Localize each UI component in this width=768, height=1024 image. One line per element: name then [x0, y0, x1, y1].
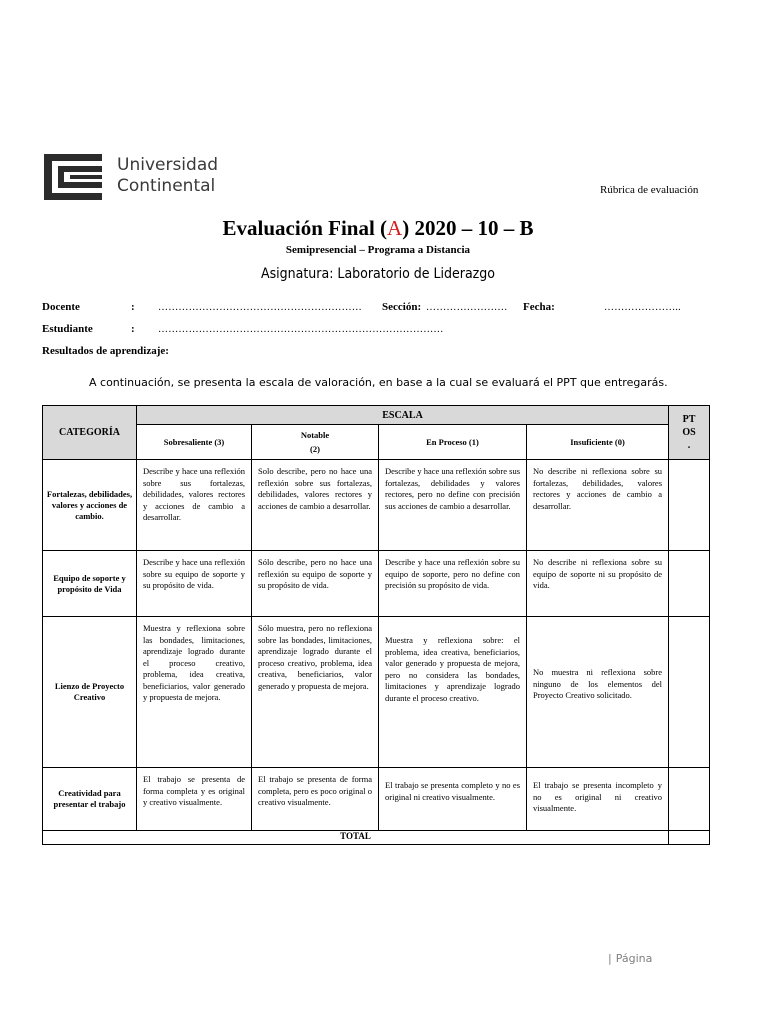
- total-row: [43, 831, 710, 845]
- descriptor-cell: No muestra ni reflexiona sobre ninguno de los elementos del Proyecto Creativo solicitado.: [527, 617, 669, 768]
- descriptor-cell: El trabajo se presenta de forma completa y es original y creativo visualmente.: [137, 768, 252, 831]
- fecha-field[interactable]: …………………..: [604, 302, 681, 313]
- title-prefix: Evaluación Final (: [222, 216, 388, 240]
- fecha-label: Fecha:: [523, 301, 555, 313]
- descriptor-cell: Describe y hace una reflexión sobre sus fortalezas, debilidades, valores rectores y acciones de cambio a desarrollar.: [137, 460, 252, 551]
- puntos-line1: PT: [682, 414, 696, 425]
- estudiante-colon: :: [131, 323, 135, 335]
- escala-header: ESCALA: [137, 406, 669, 425]
- table-row: [43, 768, 710, 831]
- puntos-line2: OS: [682, 427, 696, 438]
- intro-text: A continuación, se presenta la escala de valoración, en base a la cual se evaluará el PPT que entregarás.: [89, 376, 668, 389]
- page-footer: [608, 952, 652, 965]
- descriptor-cell: No describe ni reflexiona sobre su equipo de soporte ni su propósito de vida.: [527, 551, 669, 617]
- seccion-field[interactable]: ……………………: [426, 302, 508, 313]
- category-cell: Equipo de soporte y propósito de Vida: [43, 551, 137, 617]
- resultados-label: Resultados de aprendizaje:: [42, 345, 169, 357]
- title-suffix: ) 2020 – 10 – B: [402, 216, 534, 240]
- title-letter: A: [387, 216, 403, 240]
- docente-label: Docente: [42, 301, 80, 313]
- descriptor-cell: Describe y hace una reflexión sobre su equipo de soporte, pero no define con precisión su propósito de vida.: [379, 551, 527, 617]
- logo-line1: Universidad: [117, 155, 219, 175]
- total-label: TOTAL: [43, 831, 669, 845]
- score-cell[interactable]: [669, 768, 710, 831]
- page-title: [0, 216, 756, 241]
- seccion-label: Sección:: [382, 301, 422, 313]
- category-cell: Creatividad para presentar el trabajo: [43, 768, 137, 831]
- total-score-cell[interactable]: [669, 831, 710, 845]
- docente-colon: :: [131, 301, 135, 313]
- descriptor-cell: Describe y hace una reflexión sobre sus fortalezas, debilidades y valores rectores, pero no define con precisión sus acciones de cambio a desarrollar.: [379, 460, 527, 551]
- descriptor-cell: El trabajo se presenta incompleto y no es original ni creativo visualmente.: [527, 768, 669, 831]
- logo-text: [117, 155, 218, 197]
- descriptor-cell: Muestra y reflexiona sobre las bondades, limitaciones, aprendizaje logrado durante el proceso creativo, problema, idea creativa, beneficiarios, valor generado y propuesta de mejora.: [137, 617, 252, 768]
- course-name: Asignatura: Laboratorio de Liderazgo: [261, 266, 495, 282]
- descriptor-cell: El trabajo se presenta completo y no es original ni creativo visualmente.: [379, 768, 527, 831]
- score-cell[interactable]: [669, 617, 710, 768]
- level-en-proceso: En Proceso (1): [379, 425, 527, 460]
- university-logo: [40, 150, 220, 204]
- table-row: [43, 551, 710, 617]
- rubric-table: [42, 405, 710, 845]
- category-cell: Lienzo de Proyecto Creativo: [43, 617, 137, 768]
- table-row: [43, 617, 710, 768]
- level-insuficiente: Insuficiente (0): [527, 425, 669, 460]
- descriptor-cell: Sólo describe, pero no hace una reflexión su equipo de soporte y su propósito de vida.: [252, 551, 379, 617]
- descriptor-cell: El trabajo se presenta de forma completa, pero es poco original o creativo visualmente.: [252, 768, 379, 831]
- puntos-header: [669, 406, 710, 460]
- descriptor-cell: No describe ni reflexiona sobre su fortalezas, debilidades, valores rectores y acciones de cambio a desarrollar.: [527, 460, 669, 551]
- logo-line2: Continental: [117, 176, 216, 196]
- estudiante-label: Estudiante: [42, 323, 93, 335]
- estudiante-field[interactable]: …………………………………………………………………………: [158, 324, 444, 335]
- level-notable: [252, 425, 379, 460]
- document-type: Rúbrica de evaluación: [600, 184, 699, 196]
- page-subtitle: Semipresencial – Programa a Distancia: [285, 244, 471, 256]
- categoria-header: CATEGORÍA: [43, 406, 137, 460]
- level-sobresaliente: Sobresaliente (3): [137, 425, 252, 460]
- level-notable-points: (2): [310, 444, 320, 454]
- table-row: [43, 460, 710, 551]
- footer-bar: |: [608, 952, 612, 965]
- category-cell: Fortalezas, debilidades, valores y acciones de cambio.: [43, 460, 137, 551]
- descriptor-cell: Muestra y reflexiona sobre: el problema, idea creativa, beneficiarios, valor generado y propuesta de mejora, pero no considera las bondades, limitaciones y aprendizaje logrado durante el proceso creativo.: [379, 617, 527, 768]
- page-label: Página: [615, 952, 653, 965]
- university-logo-icon: [40, 150, 106, 204]
- score-cell[interactable]: [669, 551, 710, 617]
- level-notable-name: Notable: [300, 430, 330, 440]
- descriptor-cell: Solo describe, pero no hace una reflexión sobre sus fortalezas, debilidades, valores rectores y acciones de cambio a desarrollar.: [252, 460, 379, 551]
- descriptor-cell: Describe y hace una reflexión sobre su equipo de soporte y su propósito de vida.: [137, 551, 252, 617]
- score-cell[interactable]: [669, 460, 710, 551]
- descriptor-cell: Sólo muestra, pero no reflexiona sobre las bondades, limitaciones, aprendizaje logrado durante el proceso creativo, problema, idea creativa, beneficiarios, valor generado y propuesta de mejora.: [252, 617, 379, 768]
- docente-field[interactable]: ……………………………………………………: [158, 302, 362, 313]
- puntos-line3: .: [687, 440, 691, 451]
